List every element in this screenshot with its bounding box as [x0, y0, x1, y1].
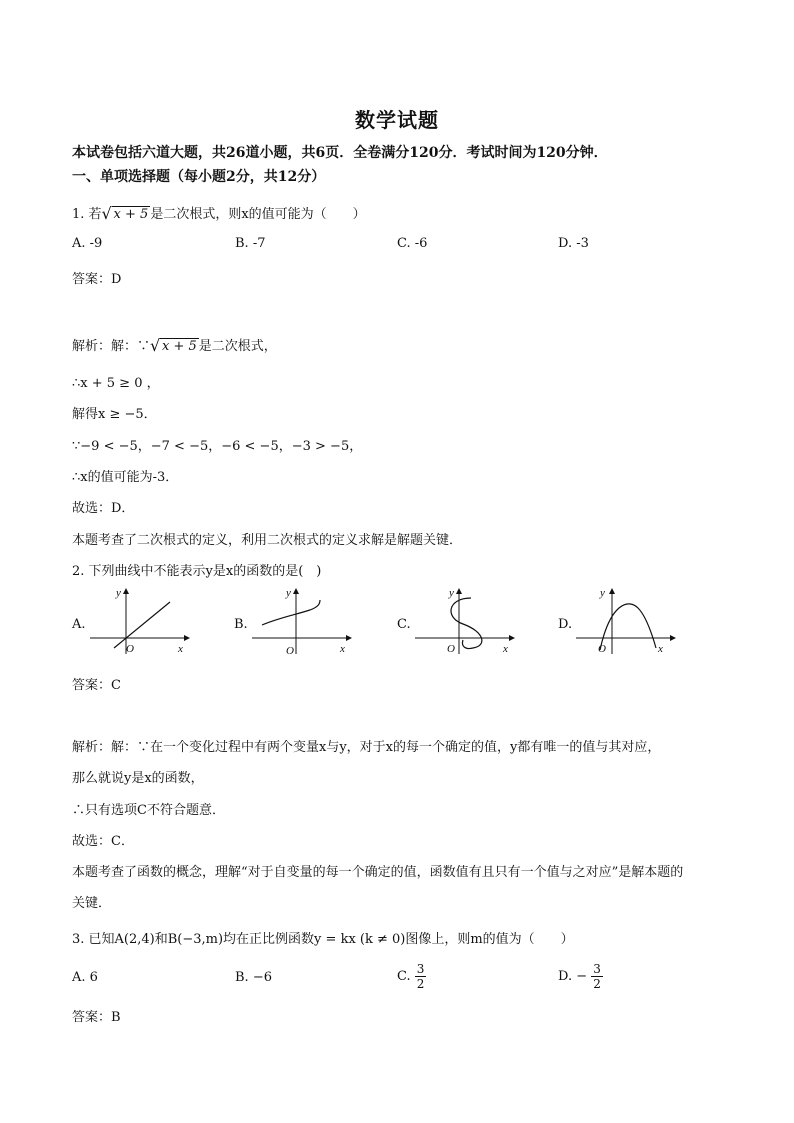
- q2-analysis-line: 本题考查了函数的概念，理解“对于自变量的每一个确定的值，函数值有且只有一个值与之对应”是解本题的: [72, 865, 684, 880]
- q3-option-c-denominator: 2: [416, 977, 425, 991]
- q2-label-c: C.: [397, 617, 411, 632]
- q2-graph-d-x-label: x: [658, 643, 663, 655]
- q3-option-d-numerator: 3: [593, 962, 601, 976]
- q1-analysis: [72, 335, 277, 354]
- q2-graph-a: [86, 584, 192, 656]
- q2-stem: 2. 下列曲线中不能表示y是x的函数的是( ): [72, 564, 322, 579]
- q1-analysis-prefix: 解析：解：∵: [72, 339, 151, 354]
- q3-stem: 3. 已知A(2,4)和B(−3,m)均在正比例函数y = kx (k ≠ 0)图像上，则m的值为（ ）: [72, 932, 574, 947]
- q1-analysis-suffix: 是二次根式，: [198, 339, 277, 354]
- q2-graph-b-origin: O: [286, 645, 294, 656]
- q2-analysis-line: 关键．: [72, 896, 112, 911]
- q1-analysis-radicand: x + 5: [162, 339, 197, 354]
- page-title: 数学试题: [355, 108, 439, 132]
- q2-answer: 答案：C: [72, 678, 121, 693]
- q3-option-c-label: C.: [397, 969, 411, 984]
- q2-analysis-line: 故选：C．: [72, 834, 134, 849]
- q3-option-c: [397, 962, 426, 991]
- q1-analysis-sqrt: √ x + 5: [150, 336, 197, 355]
- q2-graph-c-origin: O: [447, 643, 455, 655]
- section-heading: 一、单项选择题（每小题2分，共12分）: [72, 169, 326, 185]
- q2-analysis-line: 解析：解：∵在一个变化过程中有两个变量x与y，对于x的每一个确定的值，y都有唯一的值与其对应，: [72, 740, 661, 755]
- q3-option-d: [558, 962, 603, 991]
- q3-option-c-numerator: 3: [416, 962, 425, 976]
- q1-sqrt: √ x + 5: [101, 204, 149, 223]
- q2-graph-c-x-label: x: [503, 643, 508, 655]
- q2-graph-a-y-label: y: [116, 587, 121, 599]
- q3-option-c-fraction: [415, 962, 427, 991]
- q1-radicand: x + 5: [113, 207, 149, 222]
- q2-label-a: A.: [72, 617, 86, 632]
- q3-option-d-fraction: [591, 962, 603, 991]
- q2-analysis-line: 那么就说y是x的函数，: [72, 771, 204, 786]
- q1-step: ∵−9 < −5，−7 < −5，−6 < −5，−3 > −5，: [72, 439, 363, 454]
- q3-answer: 答案：B: [72, 1010, 121, 1025]
- q1-step: ∴x的值可能为-3．: [72, 470, 179, 485]
- q1-option-a: A. -9: [72, 236, 103, 251]
- exam-intro: 本试卷包括六道大题，共26道小题，共6页．全卷满分120分．考试时间为120分钟．: [72, 145, 608, 161]
- q2-analysis-line: ∴只有选项C不符合题意．: [72, 803, 225, 818]
- q3-option-d-label: D. −: [558, 969, 588, 984]
- q2-graph-d-y-label: y: [600, 587, 605, 599]
- q1-step: 解得x ≥ −5．: [72, 407, 157, 422]
- q3-option-d-denominator: 2: [593, 977, 601, 991]
- q1-option-d: D. -3: [558, 236, 589, 251]
- q1-step: 本题考查了二次根式的定义，利用二次根式的定义求解是解题关键．: [72, 533, 463, 548]
- q1-option-c: C. -6: [397, 236, 428, 251]
- q1-prefix: 1. 若: [72, 207, 102, 222]
- q2-graph-a-origin: O: [126, 643, 134, 655]
- q3-option-a: A. 6: [72, 970, 98, 985]
- q1-option-b: B. -7: [235, 236, 266, 251]
- q2-graph-c-y-label: y: [449, 587, 454, 599]
- q2-label-b: B.: [234, 617, 248, 632]
- q3-option-b: B. −6: [235, 970, 272, 985]
- q1-step: ∴x + 5 ≥ 0 ，: [72, 376, 160, 391]
- q2-graph-b-x-label: x: [340, 643, 345, 655]
- q2-graph-c: [411, 584, 517, 656]
- q2-graph-d-origin: O: [598, 643, 606, 655]
- q2-graph-d: [572, 584, 678, 656]
- q2-graph-a-x-label: x: [178, 643, 183, 655]
- q1-step: 故选：D．: [72, 501, 135, 516]
- q2-graph-b-y-label: y: [286, 587, 291, 599]
- q2-graph-b: [248, 584, 354, 656]
- q1-suffix: 是二次根式，则x的值可能为（ ）: [150, 207, 366, 222]
- q1-stem: [72, 203, 366, 222]
- q1-answer: 答案：D: [72, 272, 122, 287]
- q2-label-d: D.: [558, 617, 573, 632]
